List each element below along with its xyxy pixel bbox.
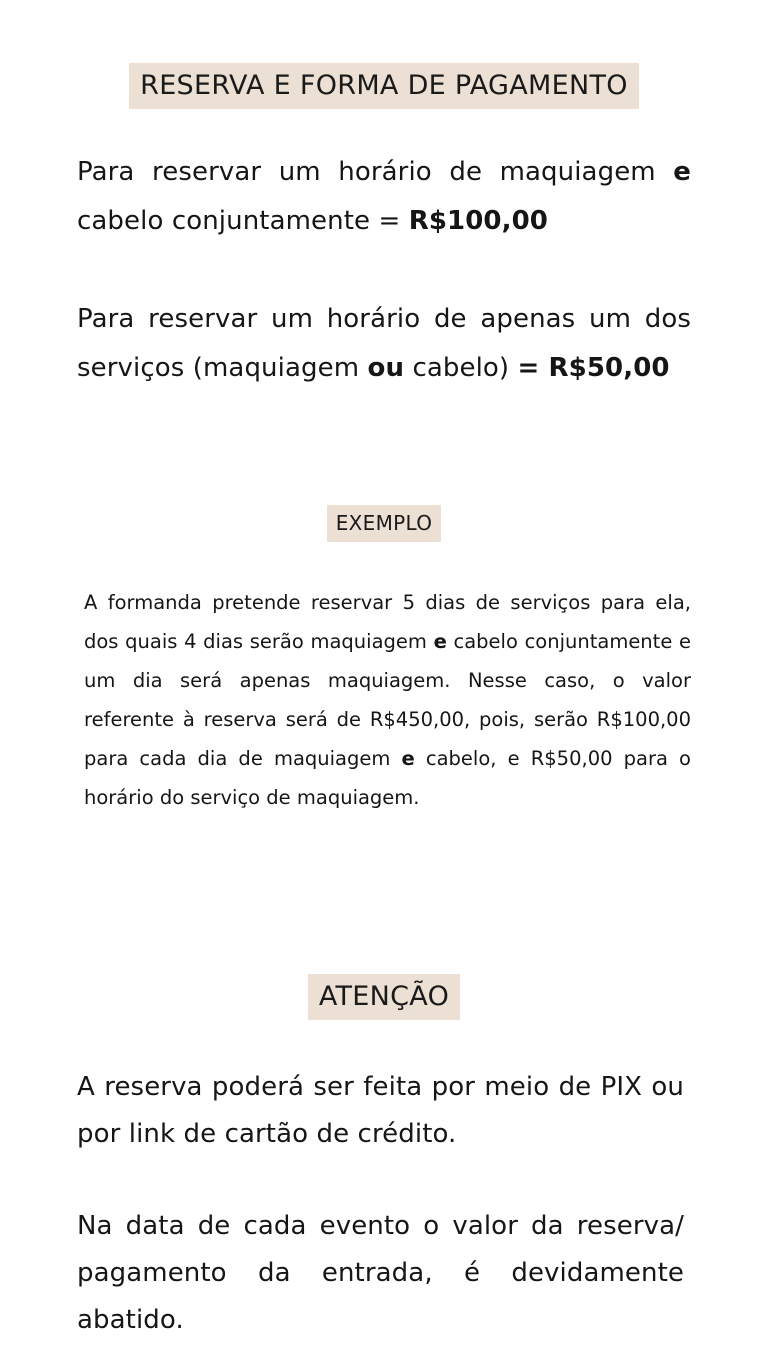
main-heading-wrap bbox=[0, 63, 768, 109]
example-heading-wrap bbox=[0, 505, 768, 542]
deduction-text: Na data de cada evento o valor da reserva/ pagamento da entrada, é devidamente abatido. bbox=[77, 1211, 684, 1335]
example-part2: cabelo conjuntamente e um dia será apenas maquiagem. Nesse caso, o valor referente à reserva será de R$450,00, pois, serão R$100,00 para cada dia de maquiagem bbox=[84, 630, 691, 770]
combined-text-middle: cabelo conjuntamente = bbox=[77, 206, 409, 236]
attention-heading-wrap bbox=[0, 974, 768, 1020]
example-connector-2: e bbox=[401, 747, 415, 770]
example-part1: A formanda pretende reservar 5 dias de serviços para ela, dos quais 4 dias serão maquiagem bbox=[84, 591, 691, 653]
example-part3: cabelo, e R$50,00 para o horário do serviço de maquiagem. bbox=[84, 747, 691, 809]
example-text bbox=[84, 583, 691, 817]
single-price-text bbox=[77, 295, 691, 393]
combined-price: R$100,00 bbox=[408, 206, 548, 236]
payment-methods-text: A reserva poderá ser feita por meio de PIX ou por link de cartão de crédito. bbox=[77, 1072, 684, 1149]
attention-heading: ATENÇÃO bbox=[308, 974, 460, 1020]
combined-connector: e bbox=[673, 157, 691, 187]
single-text-middle: cabelo) bbox=[404, 353, 518, 383]
combined-text-before: Para reservar um horário de maquiagem bbox=[77, 157, 674, 187]
example-connector-1: e bbox=[433, 630, 447, 653]
main-heading: RESERVA E FORMA DE PAGAMENTO bbox=[129, 63, 639, 109]
single-connector: ou bbox=[367, 353, 405, 383]
single-price: = R$50,00 bbox=[517, 353, 670, 383]
example-heading: EXEMPLO bbox=[327, 505, 442, 542]
combined-price-text bbox=[77, 148, 691, 246]
single-text-before: Para reservar um horário de apenas um dos serviços (maquiagem bbox=[77, 304, 691, 383]
